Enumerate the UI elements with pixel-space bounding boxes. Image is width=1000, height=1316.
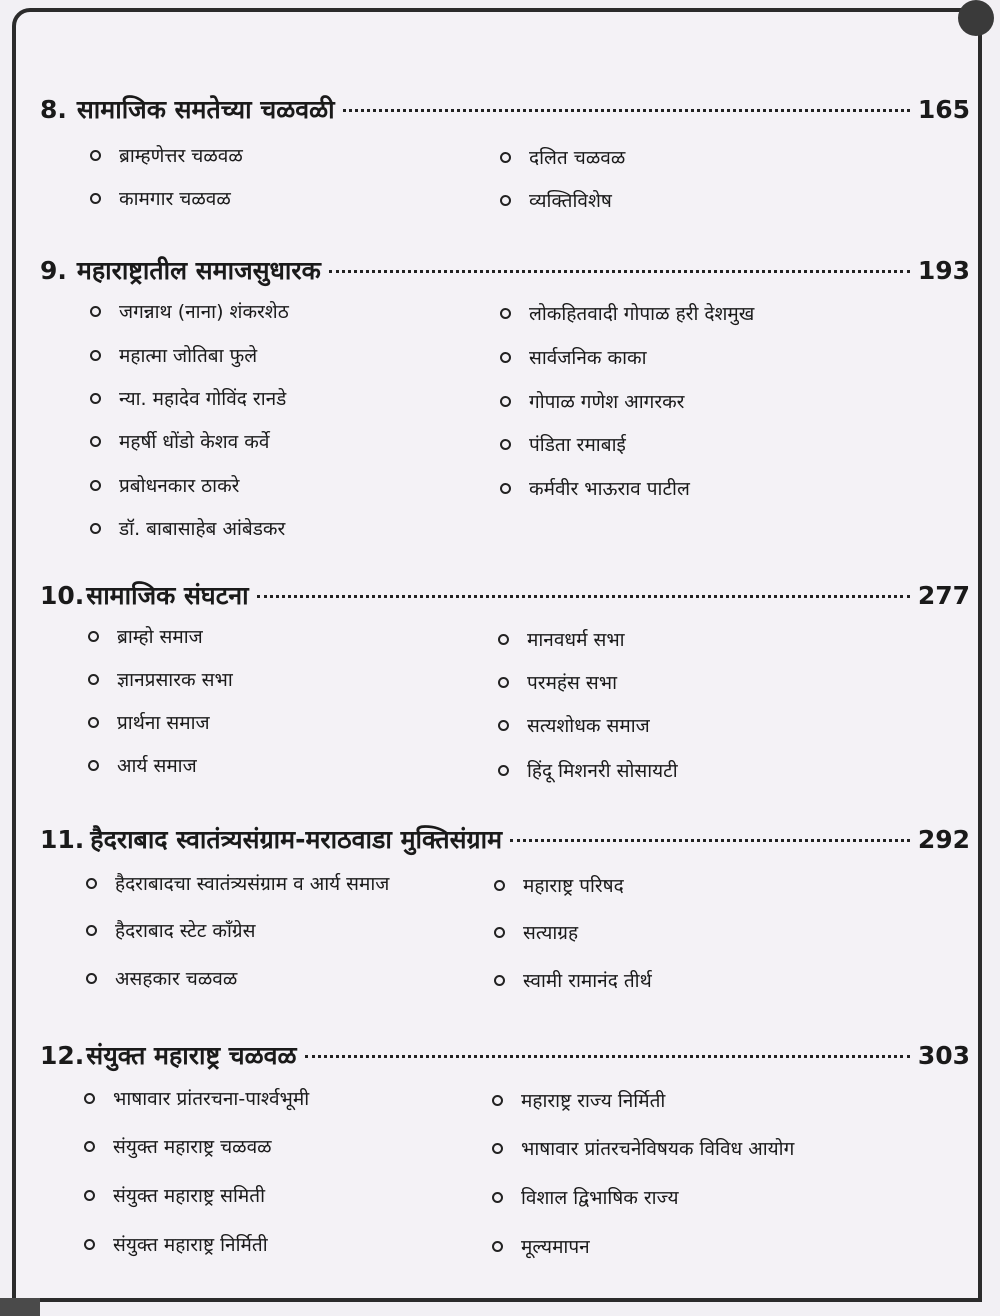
section-number: 10. [40,581,85,610]
bullet-icon [90,306,101,317]
item-label: महाराष्ट्र परिषद [523,875,624,897]
bullet-icon [84,1190,95,1201]
bullet-icon [90,436,101,447]
bullet-icon [492,1095,503,1106]
toc-item[interactable] [498,626,625,652]
item-label: डॉ. बाबासाहेब आंबेडकर [119,518,286,540]
toc-item[interactable] [88,709,210,735]
dot-leader [329,270,910,273]
toc-item[interactable] [500,187,612,213]
bullet-icon [500,439,511,450]
toc-item[interactable] [84,1231,268,1257]
item-label: दलित चळवळ [529,147,626,169]
toc-section-8[interactable] [40,92,970,126]
section-page: 303 [917,1041,970,1070]
toc-item[interactable] [498,712,650,738]
toc-item[interactable] [492,1087,665,1113]
section-title: सामाजिक संघटना [86,581,249,610]
bullet-icon [494,880,505,891]
bullet-icon [500,396,511,407]
toc-item[interactable] [90,342,257,368]
toc-item[interactable] [90,385,286,411]
bullet-icon [498,634,509,645]
toc-item[interactable] [492,1135,794,1161]
bullet-icon [86,925,97,936]
toc-item[interactable] [88,623,203,649]
bullet-icon [494,975,505,986]
item-label: परमहंस सभा [527,672,618,694]
bullet-icon [498,720,509,731]
toc-item[interactable] [500,431,626,457]
bullet-icon [90,523,101,534]
item-label: हैदराबाद स्टेट काँग्रेस [115,920,256,942]
section-page: 193 [917,256,970,285]
bullet-icon [90,193,101,204]
bullet-icon [86,973,97,984]
bullet-icon [492,1143,503,1154]
section-number: 11. [40,825,85,854]
dot-leader [510,839,910,842]
section-number: 8. [40,95,67,124]
corner-decoration [958,0,994,36]
item-label: संयुक्त महाराष्ट्र निर्मिती [113,1234,268,1256]
item-label: संयुक्त महाराष्ट्र समिती [113,1185,265,1207]
toc-item[interactable] [90,142,243,168]
dot-leader [305,1055,910,1058]
item-label: सार्वजनिक काका [529,347,647,369]
item-label: व्यक्तिविशेष [529,190,612,212]
corner-decoration-bottom [0,1298,40,1316]
item-label: महाराष्ट्र राज्य निर्मिती [521,1090,666,1112]
bullet-icon [498,677,509,688]
bullet-icon [88,760,99,771]
section-page: 292 [917,825,970,854]
item-label: कामगार चळवळ [119,188,231,210]
toc-item[interactable] [88,752,197,778]
bullet-icon [500,352,511,363]
bullet-icon [500,195,511,206]
toc-item[interactable] [90,428,269,454]
toc-item[interactable] [500,144,625,170]
dot-leader [343,109,910,112]
bullet-icon [88,631,99,642]
bullet-icon [492,1192,503,1203]
toc-item[interactable] [498,669,617,695]
item-label: मानवधर्म सभा [527,629,625,651]
bullet-icon [84,1093,95,1104]
toc-item[interactable] [494,967,652,993]
bullet-icon [90,350,101,361]
toc-item[interactable] [500,300,754,326]
item-label: महर्षी धोंडो केशव कर्वे [119,431,270,453]
toc-item[interactable] [492,1184,679,1210]
item-label: लोकहितवादी गोपाळ हरी देशमुख [529,303,755,325]
bullet-icon [88,674,99,685]
toc-item[interactable] [86,870,389,896]
item-label: ज्ञानप्रसारक सभा [117,669,233,691]
item-label: भाषावार प्रांतरचना-पार्श्वभूमी [113,1088,310,1110]
toc-item[interactable] [500,388,684,414]
section-title: संयुक्त महाराष्ट्र चळवळ [86,1041,297,1070]
bullet-icon [88,717,99,728]
bullet-icon [90,150,101,161]
item-label: जगन्नाथ (नाना) शंकरशेठ [119,301,289,323]
toc-item[interactable] [90,185,231,211]
bullet-icon [494,927,505,938]
bullet-icon [500,152,511,163]
toc-item[interactable] [86,965,237,991]
section-title: सामाजिक समतेच्या चळवळी [76,95,335,124]
item-label: महात्मा जोतिबा फुले [119,345,258,367]
toc-item[interactable] [84,1085,309,1111]
item-label: ब्राम्हणेत्तर चळवळ [119,145,243,167]
dot-leader [257,595,910,598]
bullet-icon [84,1141,95,1152]
item-label: पंडिता रमाबाई [529,434,626,456]
toc-item[interactable] [84,1182,265,1208]
item-label: संयुक्त महाराष्ट्र चळवळ [113,1136,272,1158]
toc-item[interactable] [498,757,678,783]
section-page: 277 [917,581,970,610]
toc-item[interactable] [86,917,255,943]
bullet-icon [90,393,101,404]
section-number: 9. [40,256,67,285]
toc-item[interactable] [90,472,239,498]
bullet-icon [84,1239,95,1250]
bullet-icon [500,308,511,319]
item-label: कर्मवीर भाऊराव पाटील [529,478,690,500]
item-label: गोपाळ गणेश आगरकर [529,391,685,413]
bullet-icon [498,765,509,776]
toc-item[interactable] [494,919,578,945]
toc-item[interactable] [90,515,285,541]
item-label: सत्यशोधक समाज [527,715,650,737]
bullet-icon [500,483,511,494]
item-label: प्रबोधनकार ठाकरे [119,475,240,497]
toc-section-12[interactable] [40,1038,970,1072]
toc-section-10[interactable] [40,578,970,612]
item-label: हिंदू मिशनरी सोसायटी [527,760,678,782]
bullet-icon [90,480,101,491]
section-title: महाराष्ट्रातील समाजसुधारक [76,256,321,285]
item-label: मूल्यमापन [521,1236,590,1258]
section-title: हैदराबाद स्वातंत्र्यसंग्राम-मराठवाडा मुक्तिसंग्राम [90,825,503,854]
toc-section-11[interactable] [40,822,970,856]
toc-item[interactable] [492,1233,590,1259]
item-label: ब्राम्हो समाज [117,626,203,648]
item-label: स्वामी रामानंद तीर्थ [523,970,652,992]
bullet-icon [492,1241,503,1252]
item-label: सत्याग्रह [523,922,579,944]
toc-section-9[interactable] [40,253,970,287]
section-page: 165 [917,95,970,124]
section-number: 12. [40,1041,85,1070]
item-label: आर्य समाज [117,755,197,777]
toc-item[interactable] [494,872,624,898]
item-label: न्या. महादेव गोविंद रानडे [119,388,287,410]
toc-item[interactable] [500,344,647,370]
toc-item[interactable] [88,666,233,692]
toc-item[interactable] [90,298,289,324]
item-label: भाषावार प्रांतरचनेविषयक विविध आयोग [521,1138,795,1160]
bullet-icon [86,878,97,889]
item-label: विशाल द्विभाषिक राज्य [521,1187,679,1209]
item-label: असहकार चळवळ [115,968,238,990]
toc-item[interactable] [500,475,690,501]
toc-item[interactable] [84,1133,272,1159]
item-label: प्रार्थना समाज [117,712,210,734]
item-label: हैदराबादचा स्वातंत्र्यसंग्राम व आर्य समाज [115,873,390,895]
